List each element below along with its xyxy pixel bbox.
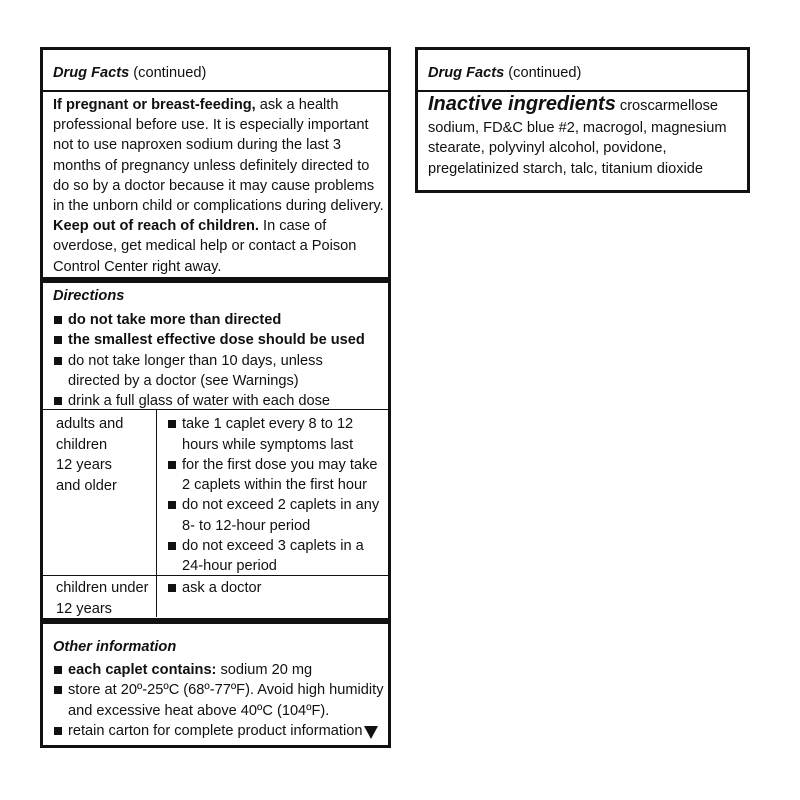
right-header-rule <box>418 90 747 92</box>
directions-bullet <box>53 351 323 392</box>
pregnancy-line <box>53 257 221 278</box>
table-row-label-line: children <box>56 436 108 453</box>
table-row-item-line: 2 caplets within the first hour <box>182 477 367 494</box>
table-row-item-line: for the first dose you may take <box>182 456 378 473</box>
other-info-bullet-text: retain carton for complete product information <box>68 722 363 739</box>
pregnancy-line-text: do so by a doctor because it may cause problems <box>53 177 375 194</box>
pregnancy-line-text: overdose, get medical help or contact a Poison <box>53 238 357 255</box>
directions-bullet-line: the smallest effective dose should be used <box>68 332 365 349</box>
table-row-item-line: ask a doctor <box>182 580 262 596</box>
pregnancy-line-text: in the unborn child or complications during delivery. <box>53 198 384 214</box>
other-info-bullet <box>53 660 312 681</box>
inactive-line: stearate, polyvinyl alcohol, povidone, <box>428 140 667 157</box>
pregnancy-line <box>53 95 338 116</box>
table-row-label-line: 12 years <box>56 600 112 617</box>
other-info-bullet-text: sodium 20 mg <box>216 662 313 678</box>
other-info-bullet-text: store at 20º-25ºC (68º-77ºF). Avoid high humidity <box>68 682 384 699</box>
directions-bullet-line: directed by a doctor (see Warnings) <box>68 373 299 390</box>
pregnancy-line <box>53 216 326 237</box>
table-row-item-line: do not exceed 2 caplets in any <box>182 497 380 514</box>
table-column-rule <box>156 409 157 617</box>
table-row-item <box>167 455 377 496</box>
directions-bullet <box>53 310 281 331</box>
pregnancy-line-text: months of pregnancy unless definitely directed to <box>53 157 370 174</box>
right-header-cont: (continued) <box>508 65 582 81</box>
pregnancy-line-text: professional before use. It is especially important <box>53 117 369 134</box>
other-info-bullet-line <box>68 701 384 722</box>
right-header-title-text: Drug Facts <box>428 65 505 81</box>
pregnancy-line <box>53 236 356 257</box>
drug-facts-panel-left <box>40 47 391 748</box>
directions-bullet-line: do not take more than directed <box>68 312 282 328</box>
table-row-label-line: 12 years <box>56 457 112 473</box>
other-info-bullet-line <box>68 680 384 701</box>
pregnancy-line-bold: If pregnant or breast-feeding, <box>53 97 256 113</box>
table-row-label-line: adults and <box>56 416 124 432</box>
directions-bullet-line: drink a full glass of water with each dose <box>68 393 331 410</box>
directions-bullet <box>53 330 365 351</box>
inactive-line: sodium, FD&C blue #2, macrogol, magnesium <box>428 120 727 136</box>
table-row-label-line: children under <box>56 580 149 596</box>
pregnancy-line <box>53 196 384 217</box>
table-top-rule <box>43 409 388 410</box>
table-row-item <box>167 495 379 536</box>
pregnancy-line <box>53 135 341 156</box>
other-info-bullet <box>53 680 384 721</box>
other-info-bullet <box>53 721 362 742</box>
table-row-item-line: do not exceed 3 caplets in a <box>182 537 364 554</box>
other-info-bullet-line <box>68 721 362 742</box>
inactive-line: pregelatinized starch, talc, titanium dioxide <box>428 160 703 177</box>
left-header-rule <box>43 90 388 92</box>
other-info-bullet-line <box>68 660 312 681</box>
left-header-title-text: Drug Facts <box>53 65 130 81</box>
inactive-first-text: croscarmellose <box>615 98 719 114</box>
table-row-rule <box>43 575 388 576</box>
table-row-item-line: take 1 caplet every 8 to 12 <box>182 416 354 432</box>
table-row-item-line: 24-hour period <box>182 558 277 575</box>
pregnancy-line <box>53 156 369 177</box>
table-row-label <box>56 414 123 496</box>
pregnancy-line-text: ask a health <box>255 97 339 113</box>
table-row-label-line: and older <box>56 477 117 494</box>
pregnancy-line <box>53 115 369 136</box>
inactive-title: Inactive ingredients <box>428 93 616 115</box>
right-header-title <box>428 63 581 84</box>
other-info-bullet-bold: each caplet contains: <box>68 662 217 678</box>
table-row-item <box>167 536 364 577</box>
table-row-item-line: hours while symptoms last <box>182 436 354 453</box>
directions-title: Directions <box>53 288 125 304</box>
pregnancy-line-text: Control Center right away. <box>53 258 222 275</box>
pregnancy-line <box>53 176 374 197</box>
table-row-item <box>167 414 353 455</box>
directions-bullet-line: do not take longer than 10 days, unless <box>68 352 323 369</box>
other-info-bullet-text: and excessive heat above 40ºC (104ºF). <box>68 702 330 719</box>
continue-arrow-icon <box>364 726 378 739</box>
table-row-item <box>167 578 262 599</box>
other-info-title: Other information <box>53 639 177 655</box>
pregnancy-line-text: not to use naproxen sodium during the last 3 <box>53 137 342 154</box>
inactive-first-line <box>428 94 718 117</box>
section-bar-2 <box>43 618 388 624</box>
section-bar-1 <box>43 277 388 283</box>
drug-facts-panel-right <box>415 47 750 193</box>
table-row-label <box>56 578 149 619</box>
left-header-title <box>53 63 206 84</box>
pregnancy-line-bold: Keep out of reach of children. <box>53 218 259 235</box>
pregnancy-line-text: In case of <box>258 218 327 235</box>
table-row-item-line: 8- to 12-hour period <box>182 517 311 534</box>
left-header-cont: (continued) <box>133 65 207 81</box>
